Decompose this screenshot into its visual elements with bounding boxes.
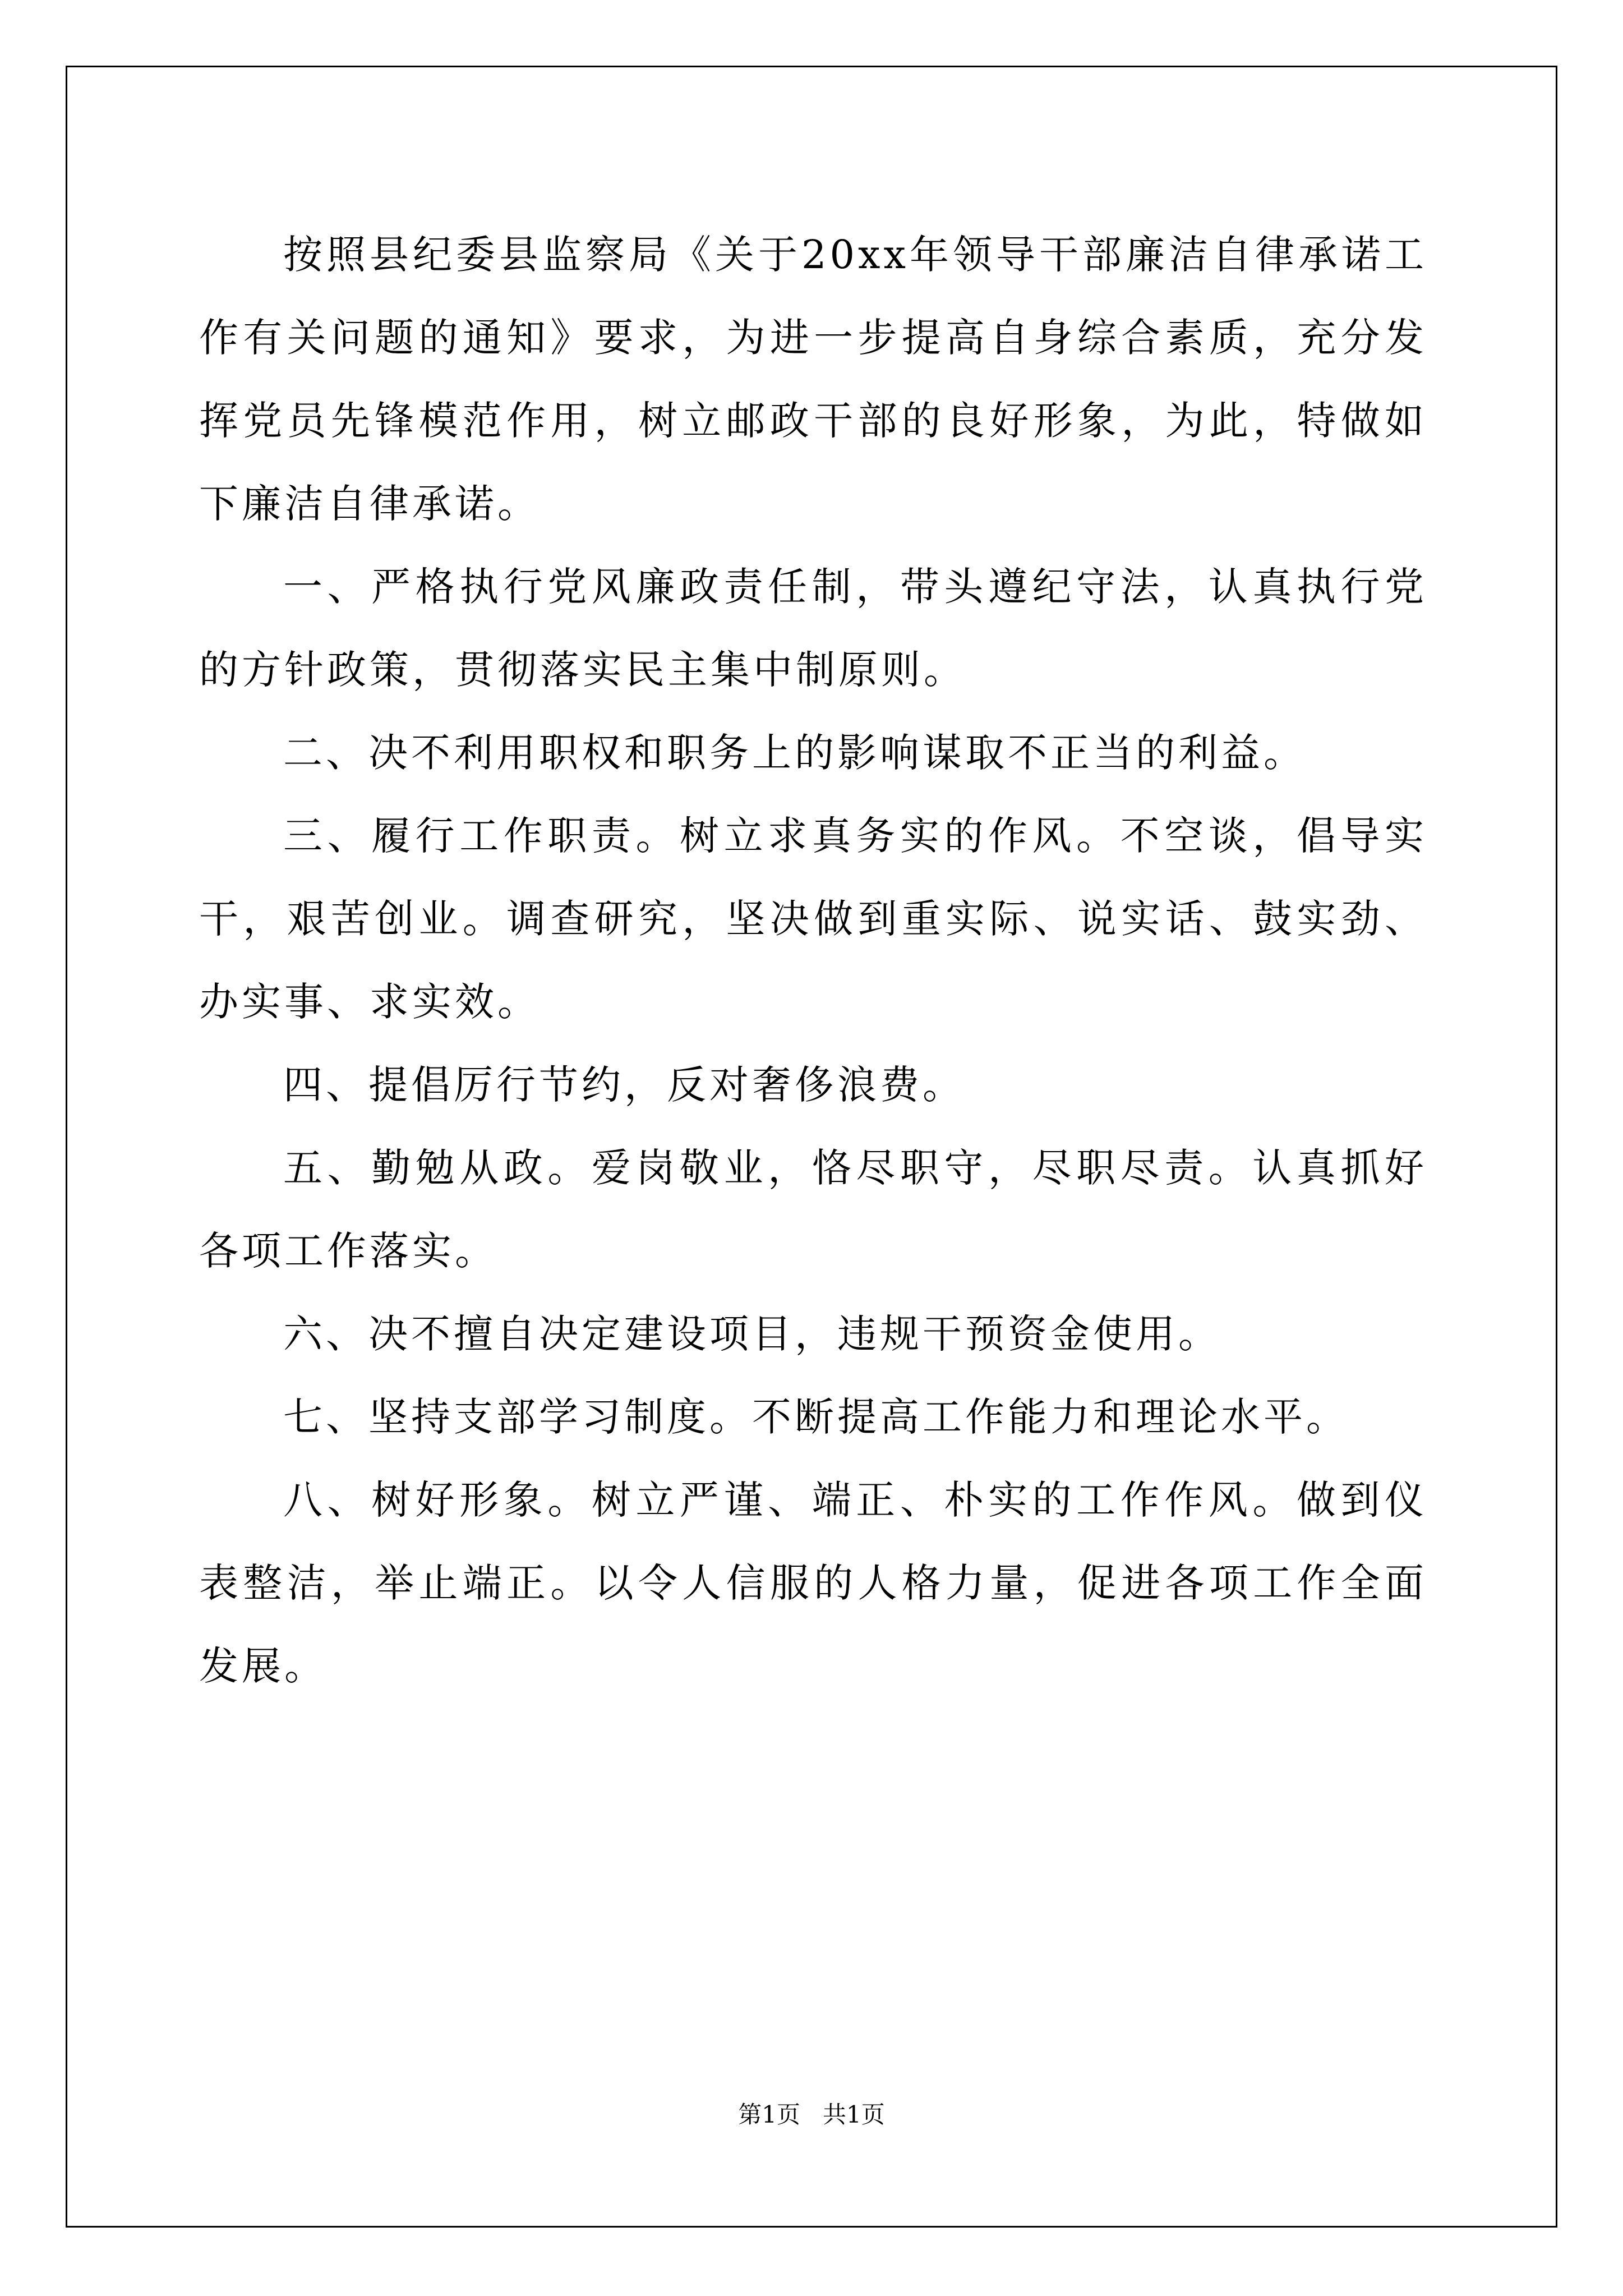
paragraph-item-8: 八、树好形象。树立严谨、端正、朴实的工作作风。做到仪表整洁，举止端正。以令人信服的人格力量，促进各项工作全面发展。 (199, 1477, 1427, 1689)
paragraph-item-4: 四、提倡厉行节约，反对奢侈浪费。 (283, 1062, 965, 1108)
paragraph-item-3: 三、履行工作职责。树立求真务实的作风。不空谈，倡导实干，艰苦创业。调查研究，坚决做到重实际、说实话、鼓实劲、办实事、求实效。 (199, 813, 1427, 1025)
paragraph-intro: 按照县纪委县监察局《关于20xx年领导干部廉洁自律承诺工作有关问题的通知》要求，为进一步提高自身综合素质，充分发挥党员先锋模范作用，树立邮政干部的良好形象，为此，特做如下廉洁自律承诺。 (199, 232, 1427, 527)
paragraph-item-2: 二、决不利用职权和职务上的影响谋取不正当的利益。 (283, 730, 1306, 776)
paragraph-item-5: 五、勤勉从政。爱岗敬业，恪尽职守，尽职尽责。认真抓好各项工作落实。 (199, 1145, 1427, 1274)
paragraph-item-7: 七、坚持支部学习制度。不断提高工作能力和理论水平。 (283, 1394, 1349, 1440)
paragraph-item-6: 六、决不擅自决定建设项目，违规干预资金使用。 (283, 1311, 1221, 1357)
document-body (199, 213, 1427, 1708)
page-number: 第1页 (738, 2101, 800, 2128)
paragraph-item-1: 一、严格执行党风廉政责任制，带头遵纪守法，认真执行党的方针政策，贯彻落实民主集中制原则。 (199, 564, 1427, 693)
page-footer (0, 2098, 1623, 2132)
page-total: 共1页 (823, 2101, 885, 2128)
